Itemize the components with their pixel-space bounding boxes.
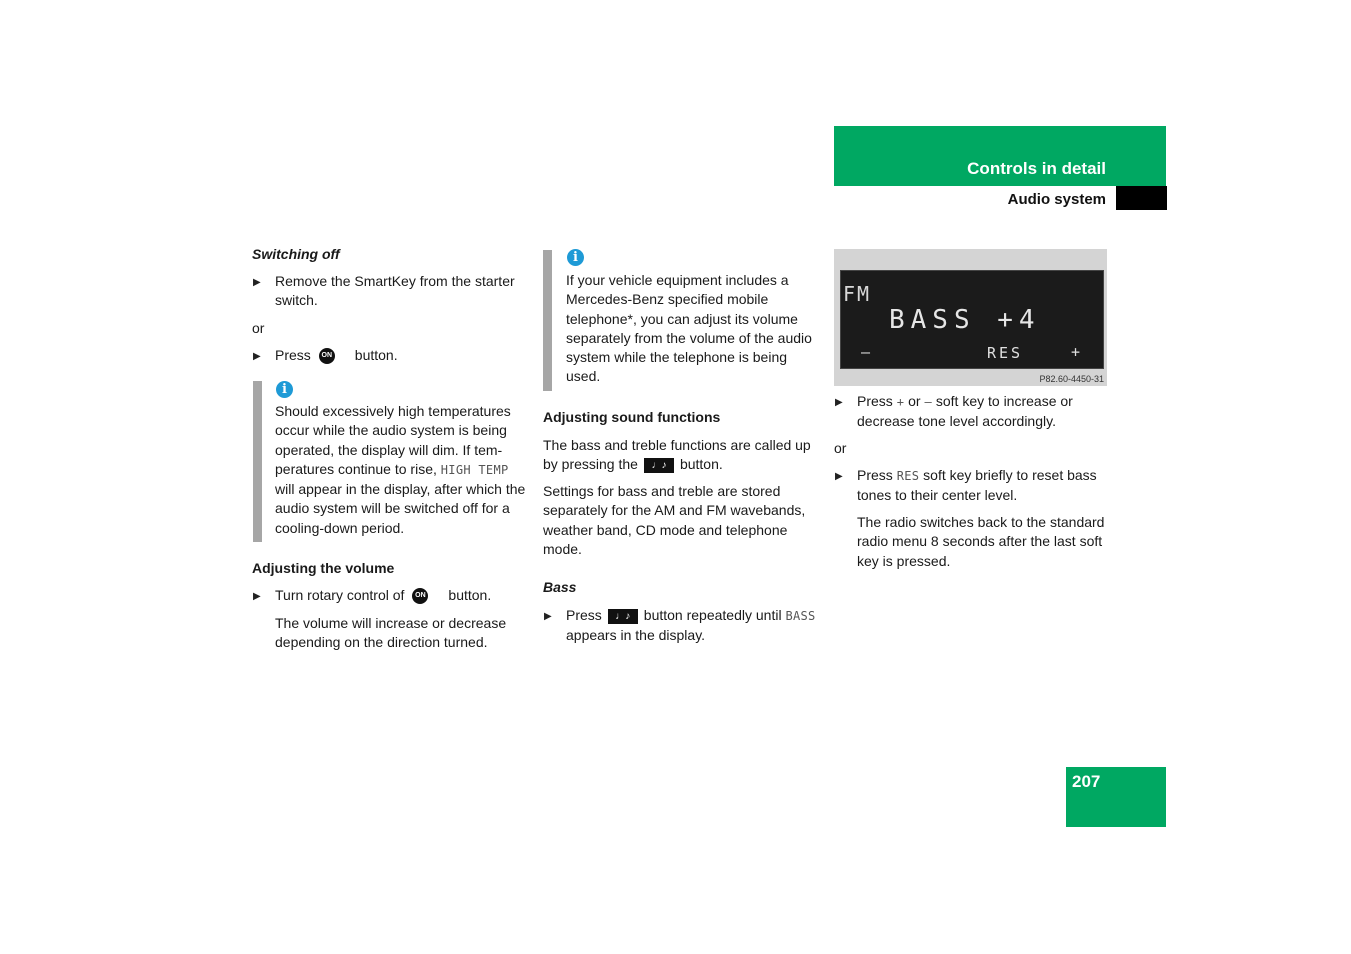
info-note-temperature — [275, 402, 527, 538]
display-band: FM — [843, 282, 872, 306]
tone-step — [857, 392, 1107, 432]
volume-step — [275, 586, 530, 605]
display-text-bass: BASS — [785, 609, 816, 623]
step2-after: button. — [354, 347, 398, 363]
reset-step-after: soft key briefly to reset bass tones to their center level. — [857, 467, 1097, 504]
switch-off-step-2 — [275, 346, 530, 365]
bass-step-after: button repeatedly until — [643, 607, 782, 623]
reset-step — [857, 466, 1109, 506]
subsection-tab — [1116, 186, 1167, 210]
tone-step-or: or — [908, 393, 921, 409]
reset-step-before: Press — [857, 467, 893, 483]
sound-functions-heading: Adjusting sound functions — [543, 409, 721, 425]
display-main: BASS +4 — [889, 305, 1041, 335]
page-number: 207 — [1072, 772, 1101, 791]
sound-para-1 — [543, 436, 818, 475]
info-text-1: Should excessively high temperatures occur while the audio system is being operated, the display will dim. If temperatures continue to rise, — [275, 403, 511, 477]
bullet-icon: ▶ — [253, 351, 261, 362]
display-text-high-temp: HIGH TEMP — [440, 462, 509, 477]
on-button-icon: ON — [319, 348, 335, 364]
info-text-2: will appear in the display, after which the audio system will be switched off for a cooling-down period. — [275, 481, 526, 536]
figure-code: P82.60-4450-31 — [1039, 374, 1104, 384]
volume-step-after: button. — [448, 587, 492, 603]
info-note-telephone: If your vehicle equipment includes a Mercedes-Benz specified mobile telephone*, you can adjust its volume separately from the volume of the audio system while the telephone is being used. — [566, 272, 812, 385]
info-icon: i — [276, 381, 293, 398]
or-text: or — [834, 440, 847, 456]
info-bar — [253, 381, 262, 542]
info-bar — [543, 250, 552, 391]
adjusting-volume-heading: Adjusting the volume — [252, 560, 395, 576]
tone-step-before: Press — [857, 393, 893, 409]
bass-step-end: appears in the display. — [566, 627, 706, 644]
bullet-icon: ▶ — [544, 611, 552, 622]
bullet-icon: ▶ — [835, 397, 843, 408]
softkey-res: RES — [987, 344, 1024, 362]
volume-result: The volume will increase or decrease depending on the direction turned. — [275, 615, 507, 651]
bullet-icon: ▶ — [253, 277, 261, 288]
sound-para-2: Settings for bass and treble are stored separately for the AM and FM wavebands, weather band, CD mode and telephone mode. — [543, 483, 806, 557]
sound-button-icon: ♩♪ — [608, 609, 638, 624]
res-key: RES — [896, 469, 920, 483]
bullet-icon: ▶ — [253, 591, 261, 602]
radio-display-screen — [840, 270, 1104, 369]
subsection-title: Audio system — [1007, 191, 1106, 208]
radio-display-figure — [834, 249, 1107, 386]
softkey-plus: + — [1071, 343, 1081, 361]
info-icon: i — [567, 249, 584, 266]
tone-step-after: soft key to increase or decrease tone level accordingly. — [857, 393, 1073, 430]
plus-key: + — [896, 395, 905, 409]
radio-menu-note: The radio switches back to the standard radio menu 8 seconds after the last soft key is pressed. — [857, 514, 1105, 569]
softkey-minus: – — [861, 343, 871, 361]
bullet-icon: ▶ — [835, 471, 843, 482]
switch-off-step-1: Remove the SmartKey from the starter switch. — [275, 273, 515, 309]
bass-step — [566, 606, 821, 646]
sound-para1-after: button. — [679, 456, 723, 473]
section-title: Controls in detail — [967, 159, 1106, 178]
minus-key: – — [924, 395, 932, 409]
step2-before: Press — [275, 347, 311, 363]
or-text: or — [252, 320, 265, 336]
sound-button-icon: ♩♪ — [644, 458, 674, 473]
sound-para1-before: The bass and treble functions are called up by pressing the — [543, 437, 811, 473]
bass-step-before: Press — [566, 607, 602, 623]
bass-heading: Bass — [543, 579, 577, 595]
volume-step-before: Turn rotary control of — [275, 587, 405, 603]
on-button-icon: ON — [412, 588, 428, 604]
switching-off-heading: Switching off — [252, 246, 340, 262]
